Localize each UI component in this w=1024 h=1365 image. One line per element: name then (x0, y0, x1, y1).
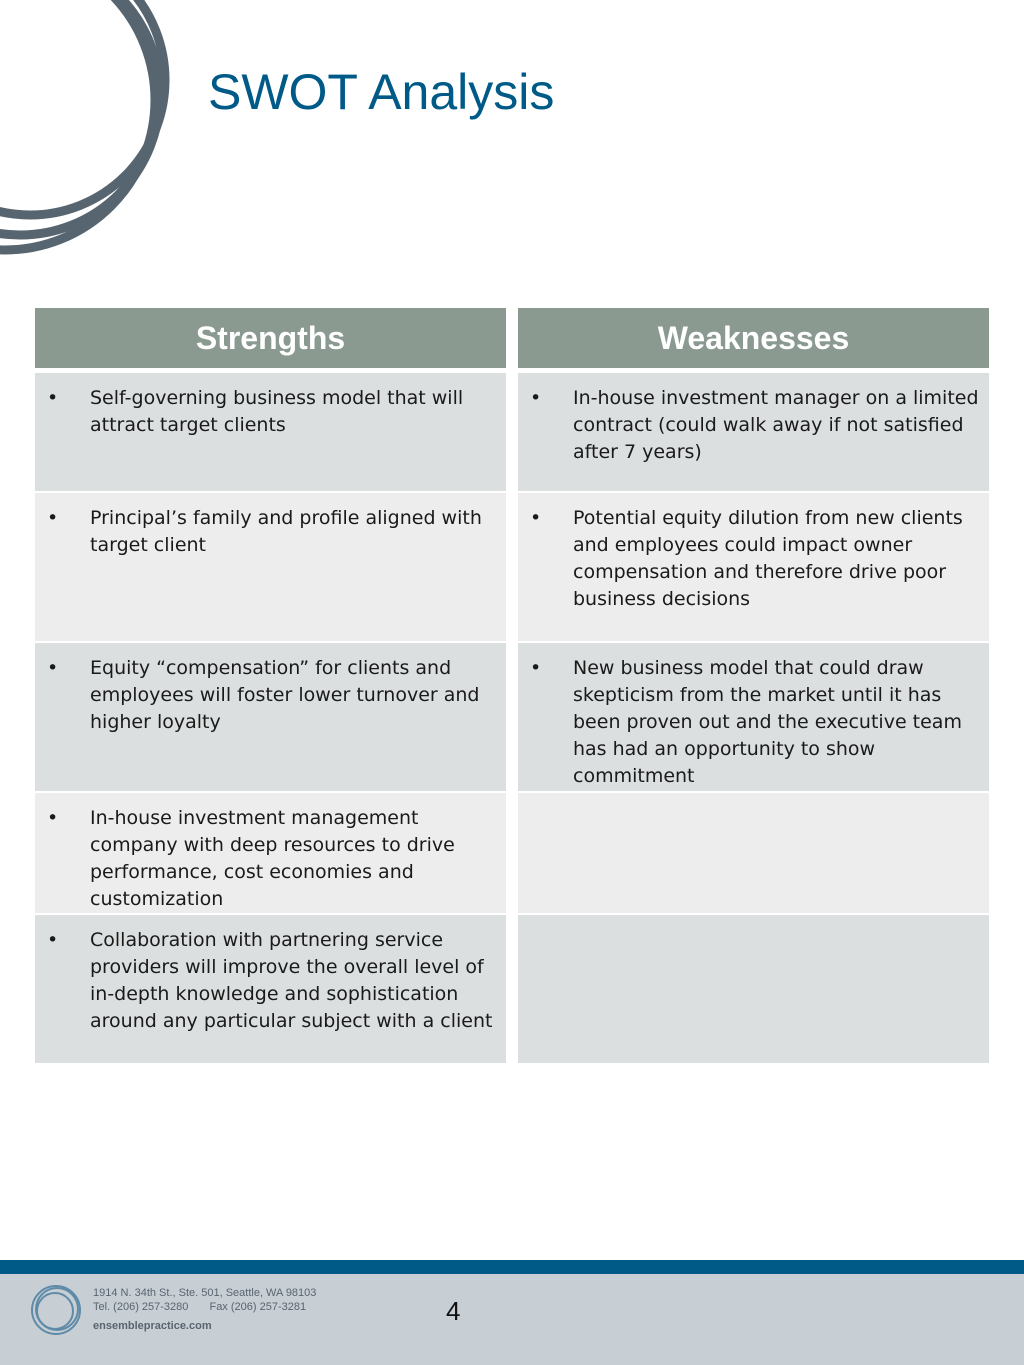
strengths-column (35, 308, 506, 1065)
empty-cell (518, 793, 989, 913)
strengths-heading: Strengths (35, 308, 506, 368)
strength-cell (35, 643, 506, 791)
bullet: • (47, 929, 59, 951)
footer (0, 1274, 1024, 1365)
bullet: • (530, 507, 542, 529)
empty-cell (518, 915, 989, 1063)
weakness-cell (518, 493, 989, 641)
strength-text: Self-governing business model that will attract target clients (90, 387, 464, 436)
weakness-text: In-house investment manager on a limited contract (could walk away if not satisfied after 7 years) (573, 387, 979, 463)
strength-text: Principal’s family and profile aligned with target client (90, 507, 482, 556)
decorative-rings-graphic (0, 0, 200, 260)
strength-text: Collaboration with partnering service providers will improve the overall level of in-depth knowledge and sophistication around any particular subject with a client (90, 929, 493, 1032)
weakness-cell (518, 643, 989, 791)
strength-cell (35, 915, 506, 1063)
bullet: • (530, 657, 542, 679)
footer-address: 1914 N. 34th St., Ste. 501, Seattle, WA 98103 (93, 1287, 317, 1299)
bullet: • (47, 807, 59, 829)
strength-cell (35, 373, 506, 491)
bullet: • (530, 387, 542, 409)
page-title: SWOT Analysis (208, 64, 555, 120)
footer-tel: Tel. (206) 257-3280 (93, 1301, 189, 1313)
strength-text: In-house investment management company with deep resources to drive performance, cost economies and customization (90, 807, 455, 910)
page-number: 4 (446, 1296, 461, 1326)
footer-fax: Fax (206) 257-3281 (209, 1301, 307, 1313)
weakness-cell (518, 373, 989, 491)
footer-address-block (93, 1286, 316, 1314)
weakness-text: Potential equity dilution from new clients and employees could impact owner compensation and therefore drive poor business decisions (573, 507, 963, 610)
bullet: • (47, 387, 59, 409)
footer-accent-bar (0, 1260, 1024, 1274)
strength-text: Equity “compensation” for clients and employees will foster lower turnover and higher loyalty (90, 657, 480, 733)
weaknesses-heading: Weaknesses (518, 308, 989, 368)
bullet: • (47, 657, 59, 679)
strength-cell (35, 793, 506, 913)
strength-cell (35, 493, 506, 641)
ensemble-logo-icon (28, 1282, 84, 1338)
weaknesses-column (518, 308, 989, 1065)
weakness-text: New business model that could draw skepticism from the market until it has been proven out and the executive team has had an opportunity to show commitment (573, 657, 962, 787)
bullet: • (47, 507, 59, 529)
footer-website: ensemblepractice.com (93, 1320, 212, 1332)
swot-table (35, 308, 989, 1065)
